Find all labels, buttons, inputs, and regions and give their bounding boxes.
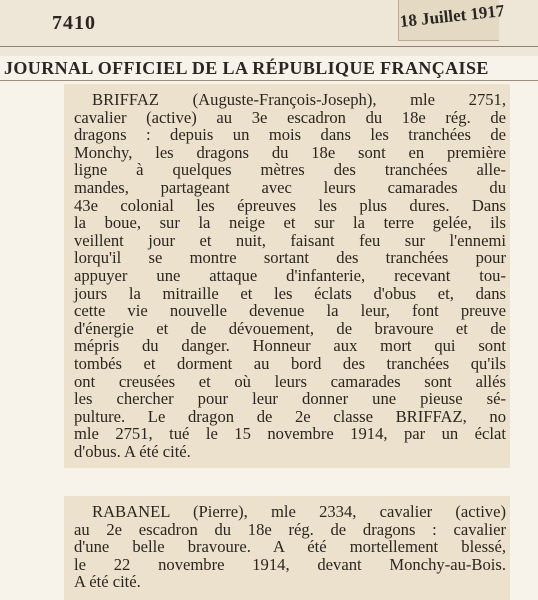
- citation-line: dragons : depuis un mois dans les tranchées de: [74, 125, 506, 145]
- citation-line: cavalier (active) au 3e escadron du 18e rég. de: [74, 107, 506, 127]
- citation-line: pulture. Le dragon de 2e classe BRIFFAZ, no: [74, 406, 506, 426]
- citation-rabanel: [64, 496, 510, 600]
- issue-date: 18 Juillet 1917: [398, 1, 506, 31]
- citation-line: d'une belle bravoure. A été mortellement blessé,: [74, 537, 506, 557]
- citation-line: d'obus. A été cité.: [74, 441, 191, 461]
- page-number: 7410: [52, 12, 96, 34]
- citation-line: d'énergie et de dévouement, de bravoure et de: [74, 318, 506, 338]
- citation-line: mandes, partageant avec leurs camarades du: [74, 177, 506, 197]
- header-rule: [0, 46, 538, 47]
- citation-line: ont creusées et où leurs camarades sont allés: [74, 371, 506, 391]
- citation-briffaz: [64, 84, 510, 468]
- citation-line: BRIFFAZ (Auguste-François-Joseph), mle 2751,: [92, 90, 506, 109]
- citation-line: le 22 novembre 1914, devant Monchy-au-Bois.: [74, 554, 506, 574]
- citation-line: veillent jour et nuit, faisant feu sur l'ennemi: [74, 230, 506, 250]
- citation-line: appuyer une attaque d'infanterie, recevant tou-: [74, 265, 506, 285]
- citation-line: les chercher pour leur donner une pieuse sé-: [74, 389, 506, 409]
- citation-line: RABANEL (Pierre), mle 2334, cavalier (active): [92, 502, 506, 521]
- journal-title: JOURNAL OFFICIEL DE LA RÉPUBLIQUE FRANÇAISE: [4, 58, 489, 78]
- citation-line: Monchy, les dragons du 18e sont en première: [74, 142, 506, 162]
- citation-line: 43e colonial les épreuves les plus dures. Dans: [74, 195, 506, 215]
- citation-line: au 2e escadron du 18e rég. de dragons : cavalier: [74, 519, 506, 539]
- citation-line: ligne à quelques mètres des tranchées alle-: [74, 160, 506, 180]
- title-rule: [0, 80, 538, 81]
- citation-line: jours la mitraille et les éclats d'obus et, dans: [74, 283, 506, 303]
- citation-line: A été cité.: [74, 572, 141, 592]
- citation-line: la boue, sur la neige et sur la terre gelée, ils: [74, 213, 506, 233]
- citation-line: cette vie nouvelle devenue la leur, font preuve: [74, 301, 506, 321]
- citation-line: mle 2751, tué le 15 novembre 1914, par un éclat: [74, 424, 506, 444]
- citation-line: tombés et dorment au bord des tranchées qu'ils: [74, 353, 506, 373]
- citation-line: lorqu'il se montre sortant des tranchées pour: [74, 248, 506, 268]
- citation-line: mépris du danger. Honneur aux mort qui sont: [74, 336, 506, 356]
